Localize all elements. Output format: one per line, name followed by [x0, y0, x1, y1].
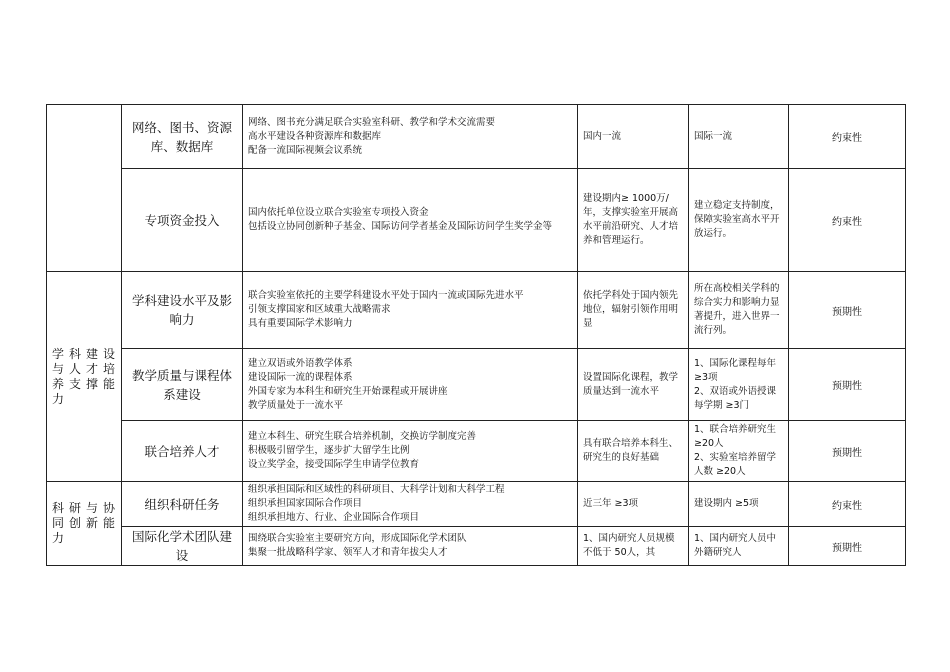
table-row — [47, 527, 906, 566]
international-target-cell: 建立稳定支持制度，保障实验室高水平开放运行。 — [689, 169, 789, 272]
domestic-target-cell: 依托学科处于国内领先地位，辐射引领作用明显 — [578, 272, 689, 349]
description-cell: 建立双语或外语教学体系 建设国际一流的课程体系 外国专家为本科生和研究生开始课程或开展讲座 教学质量处于一流水平 — [243, 349, 578, 421]
table-row — [47, 105, 906, 169]
category-cell: 学科建设与人才培养支撑能力 — [47, 272, 122, 482]
description-cell: 国内依托单位设立联合实验室专项投入资金 包括设立协同创新种子基金、国际访问学者基金及国际访问学生奖学金等 — [243, 169, 578, 272]
indicator-type-cell: 预期性 — [789, 349, 906, 421]
item-cell: 学科建设水平及影响力 — [122, 272, 243, 349]
category-cell-empty — [47, 105, 122, 272]
item-cell: 国际化学术团队建设 — [122, 527, 243, 566]
description-cell: 组织承担国际和区域性的科研项目、大科学计划和大科学工程 组织承担国家国际合作项目 组织承担地方、行业、企业国际合作项目 — [243, 482, 578, 527]
indicator-type-cell: 约束性 — [789, 482, 906, 527]
international-target-cell: 建设期内 ≥5项 — [689, 482, 789, 527]
item-cell: 网络、图书、资源库、数据库 — [122, 105, 243, 169]
item-cell: 联合培养人才 — [122, 421, 243, 482]
domestic-target-cell: 设置国际化课程，教学质量达到一流水平 — [578, 349, 689, 421]
domestic-target-cell: 近三年 ≥3项 — [578, 482, 689, 527]
item-cell: 组织科研任务 — [122, 482, 243, 527]
indicator-type-cell: 预期性 — [789, 421, 906, 482]
domestic-target-cell: 1、国内研究人员规模不低于 50人，其 — [578, 527, 689, 566]
indicator-type-cell: 预期性 — [789, 527, 906, 566]
international-target-cell: 1、联合培养研究生≥20人 2、实验室培养留学人数 ≥20人 — [689, 421, 789, 482]
description-cell: 联合实验室依托的主要学科建设水平处于国内一流或国际先进水平 引领支撑国家和区域重大战略需求 具有重要国际学术影响力 — [243, 272, 578, 349]
international-target-cell: 国际一流 — [689, 105, 789, 169]
indicator-type-cell: 约束性 — [789, 169, 906, 272]
indicator-type-cell: 约束性 — [789, 105, 906, 169]
item-cell: 专项资金投入 — [122, 169, 243, 272]
international-target-cell: 1、国际化课程每年≥3项 2、双语或外语授课每学期 ≥3门 — [689, 349, 789, 421]
international-target-cell: 所在高校相关学科的综合实力和影响力显著提升，进入世界一流行列。 — [689, 272, 789, 349]
domestic-target-cell: 具有联合培养本科生、研究生的良好基础 — [578, 421, 689, 482]
domestic-target-cell: 国内一流 — [578, 105, 689, 169]
table-row — [47, 169, 906, 272]
table-row — [47, 421, 906, 482]
indicator-table — [46, 104, 906, 566]
international-target-cell: 1、国内研究人员中外籍研究人 — [689, 527, 789, 566]
indicator-type-cell: 预期性 — [789, 272, 906, 349]
description-cell: 建立本科生、研究生联合培养机制，交换访学制度完善 积极吸引留学生，逐步扩大留学生比例 设立奖学金，接受国际学生申请学位教育 — [243, 421, 578, 482]
table-row — [47, 482, 906, 527]
item-cell: 教学质量与课程体系建设 — [122, 349, 243, 421]
domestic-target-cell: 建设期内≥ 1000万/年，支撑实验室开展高水平前沿研究、人才培养和管理运行。 — [578, 169, 689, 272]
category-cell: 科研与协同创新能力 — [47, 482, 122, 566]
description-cell: 网络、图书充分满足联合实验室科研、教学和学术交流需要 高水平建设各种资源库和数据库 配备一流国际视频会议系统 — [243, 105, 578, 169]
table-row — [47, 349, 906, 421]
table-row — [47, 272, 906, 349]
description-cell: 围绕联合实验室主要研究方向，形成国际化学术团队 集聚一批战略科学家、领军人才和青年拔尖人才 — [243, 527, 578, 566]
